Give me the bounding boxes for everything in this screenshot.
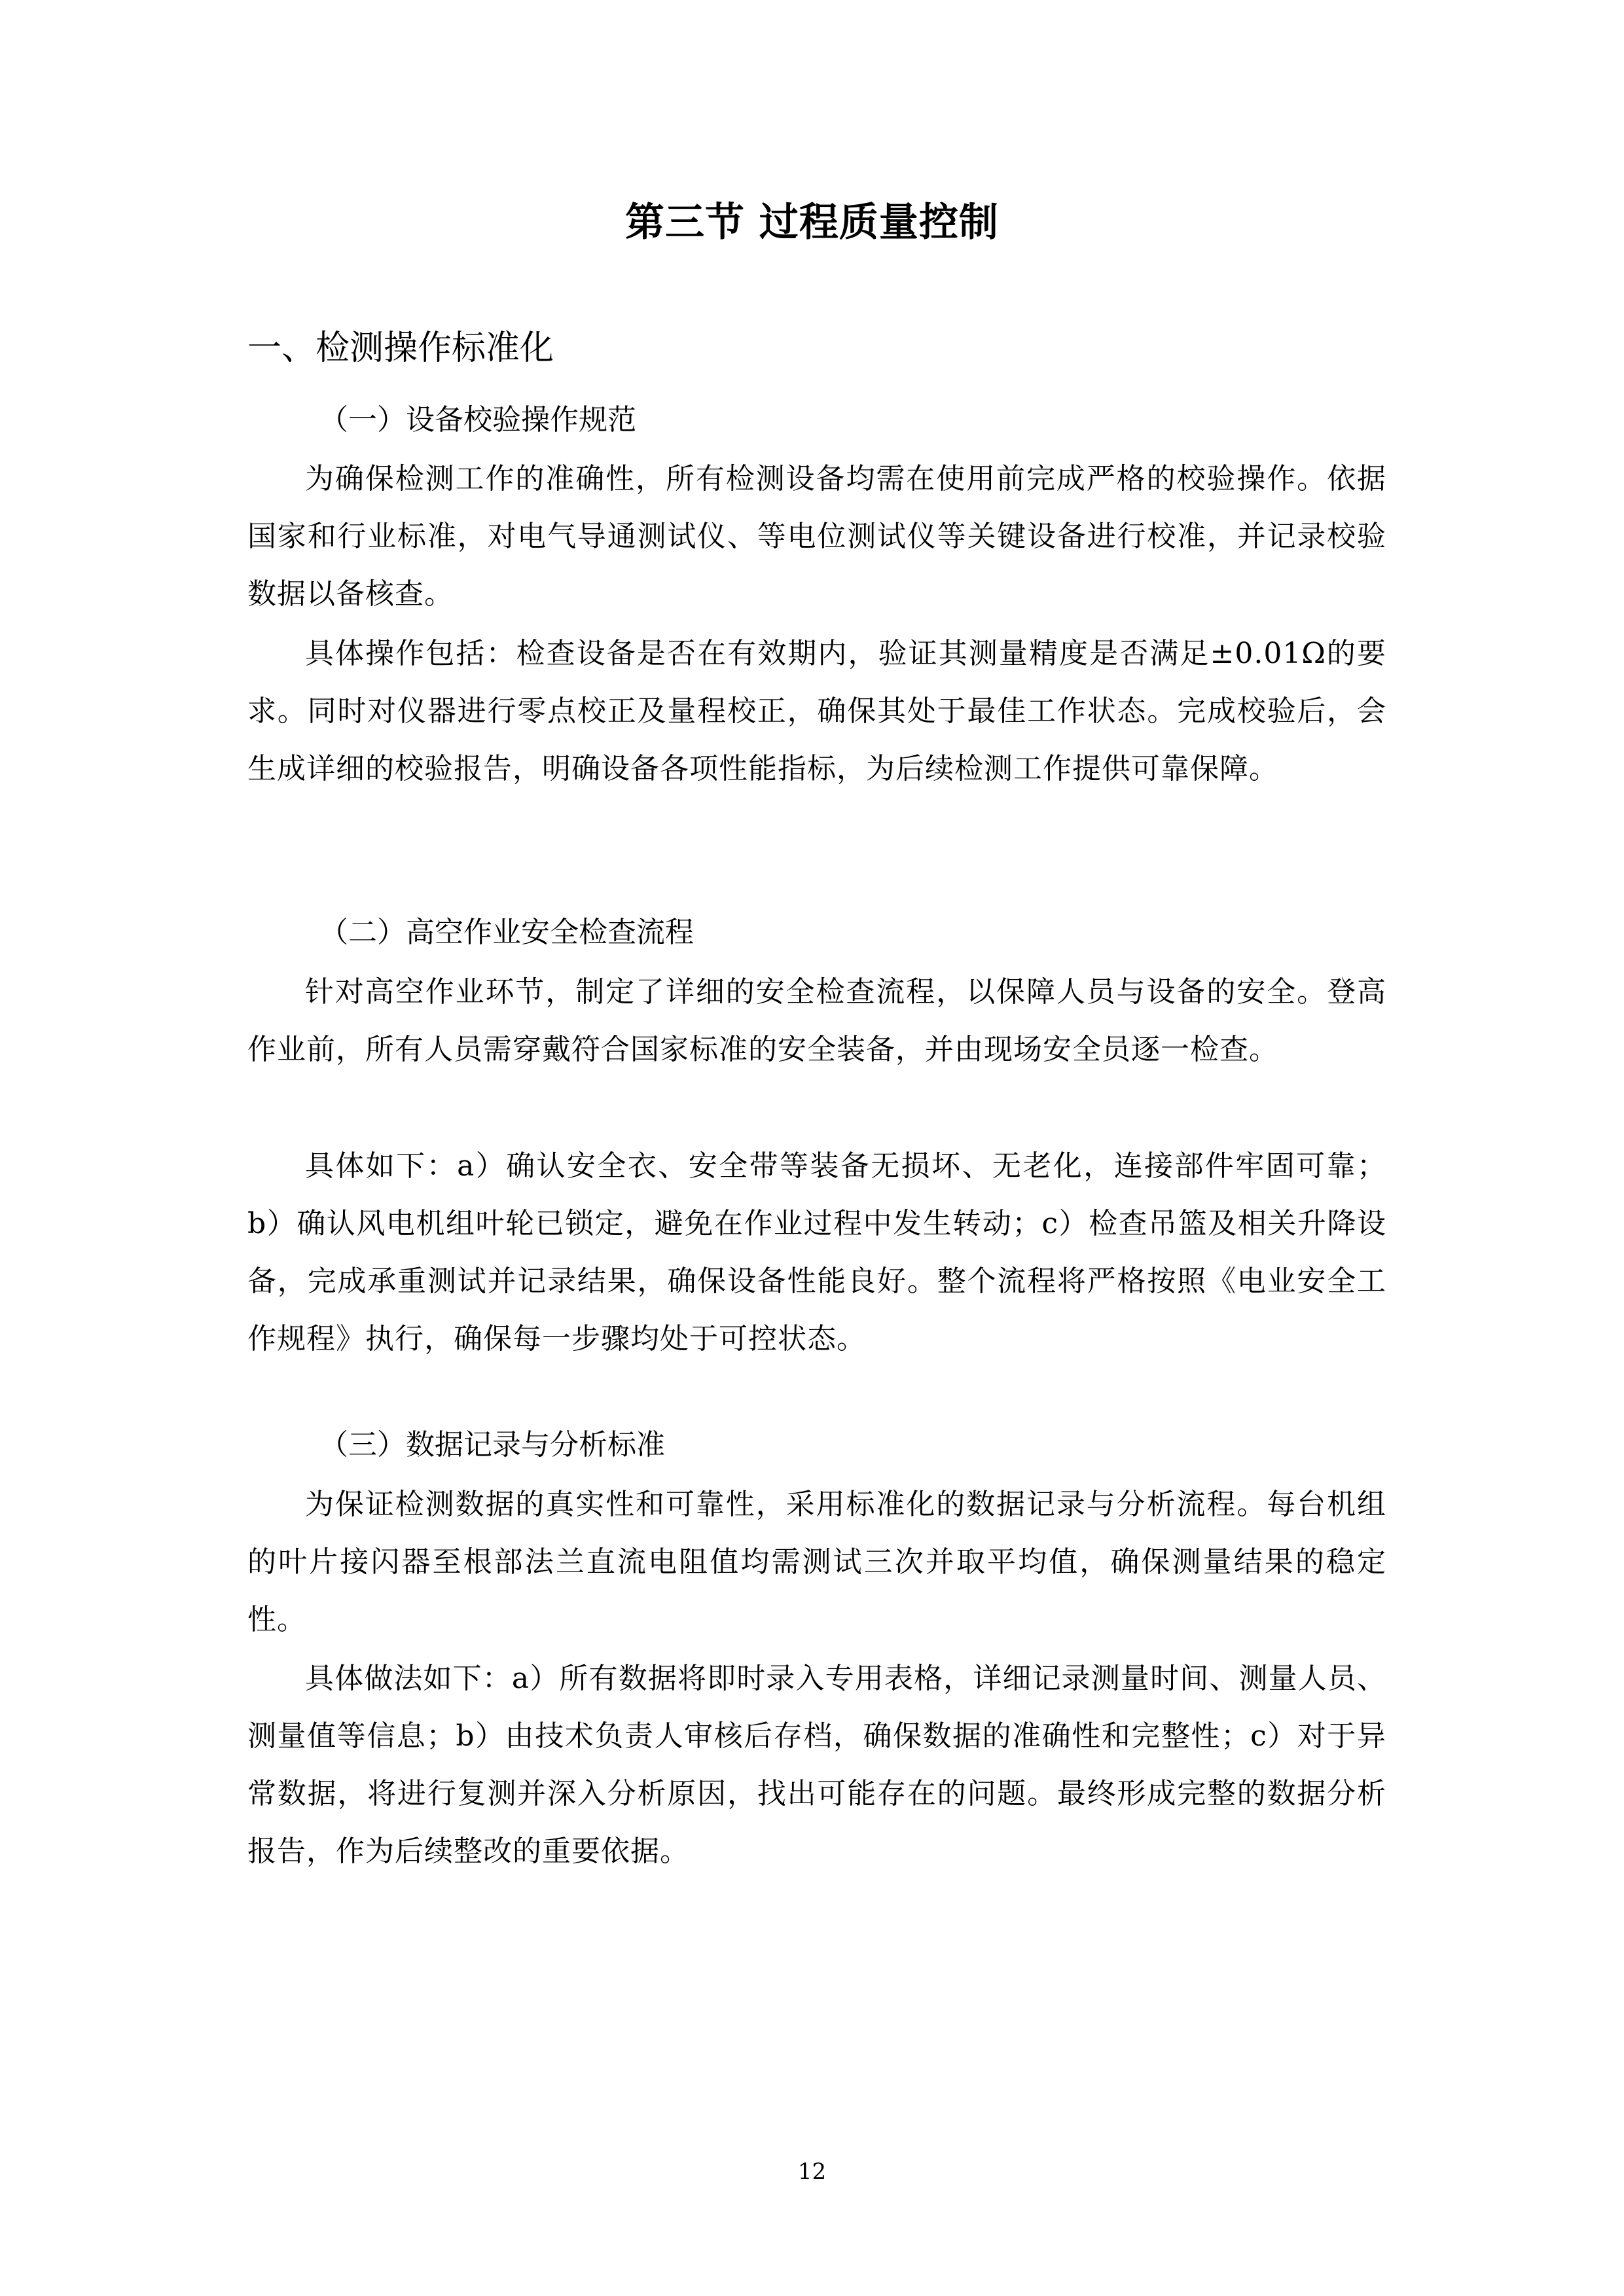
paragraph: 为保证检测数据的真实性和可靠性，采用标准化的数据记录与分析流程。每台机组的叶片接闪器至根部法兰直流电阻值均需测试三次并取平均值，确保测量结果的稳定性。 bbox=[247, 1488, 1386, 1636]
paragraph: 具体操作包括：检查设备是否在有效期内，验证其测量精度是否满足±0.01Ω的要求。同时对仪器进行零点校正及量程校正，确保其处于最佳工作状态。完成校验后，会生成详细的校验报告，明确设备各项性能指标，为后续检测工作提供可靠保障。 bbox=[247, 637, 1386, 785]
subsection-heading-2: （二）高空作业安全检查流程 bbox=[319, 916, 694, 949]
paragraph: 为确保检测工作的准确性，所有检测设备均需在使用前完成严格的校验操作。依据国家和行业标准，对电气导通测试仪、等电位测试仪等关键设备进行校准，并记录校验数据以备核查。 bbox=[247, 462, 1386, 611]
page-number: 12 bbox=[797, 2159, 827, 2185]
section-heading: 一、检测操作标准化 bbox=[247, 329, 554, 368]
paragraph: 针对高空作业环节，制定了详细的安全检查流程，以保障人员与设备的安全。登高作业前，所有人员需穿戴符合国家标准的安全装备，并由现场安全员逐一检查。 bbox=[247, 975, 1386, 1066]
paragraph: 具体如下：a）确认安全衣、安全带等装备无损坏、无老化，连接部件牢固可靠；b）确认风电机组叶轮已锁定，避免在作业过程中发生转动；c）检查吊篮及相关升降设备，完成承重测试并记录结果，确保设备性能良好。整个流程将严格按照《电业安全工作规程》执行，确保每一步骤均处于可控状态。 bbox=[247, 1149, 1386, 1355]
paragraph: 具体做法如下：a）所有数据将即时录入专用表格，详细记录测量时间、测量人员、测量值等信息；b）由技术负责人审核后存档，确保数据的准确性和完整性；c）对于异常数据，将进行复测并深入分析原因，找出可能存在的问题。最终形成完整的数据分析报告，作为后续整改的重要依据。 bbox=[247, 1662, 1386, 1868]
subsection-heading-1: （一）设备校验操作规范 bbox=[319, 403, 636, 437]
subsection-heading-3: （三）数据记录与分析标准 bbox=[319, 1428, 665, 1462]
page-title: 第三节 过程质量控制 bbox=[625, 200, 999, 245]
